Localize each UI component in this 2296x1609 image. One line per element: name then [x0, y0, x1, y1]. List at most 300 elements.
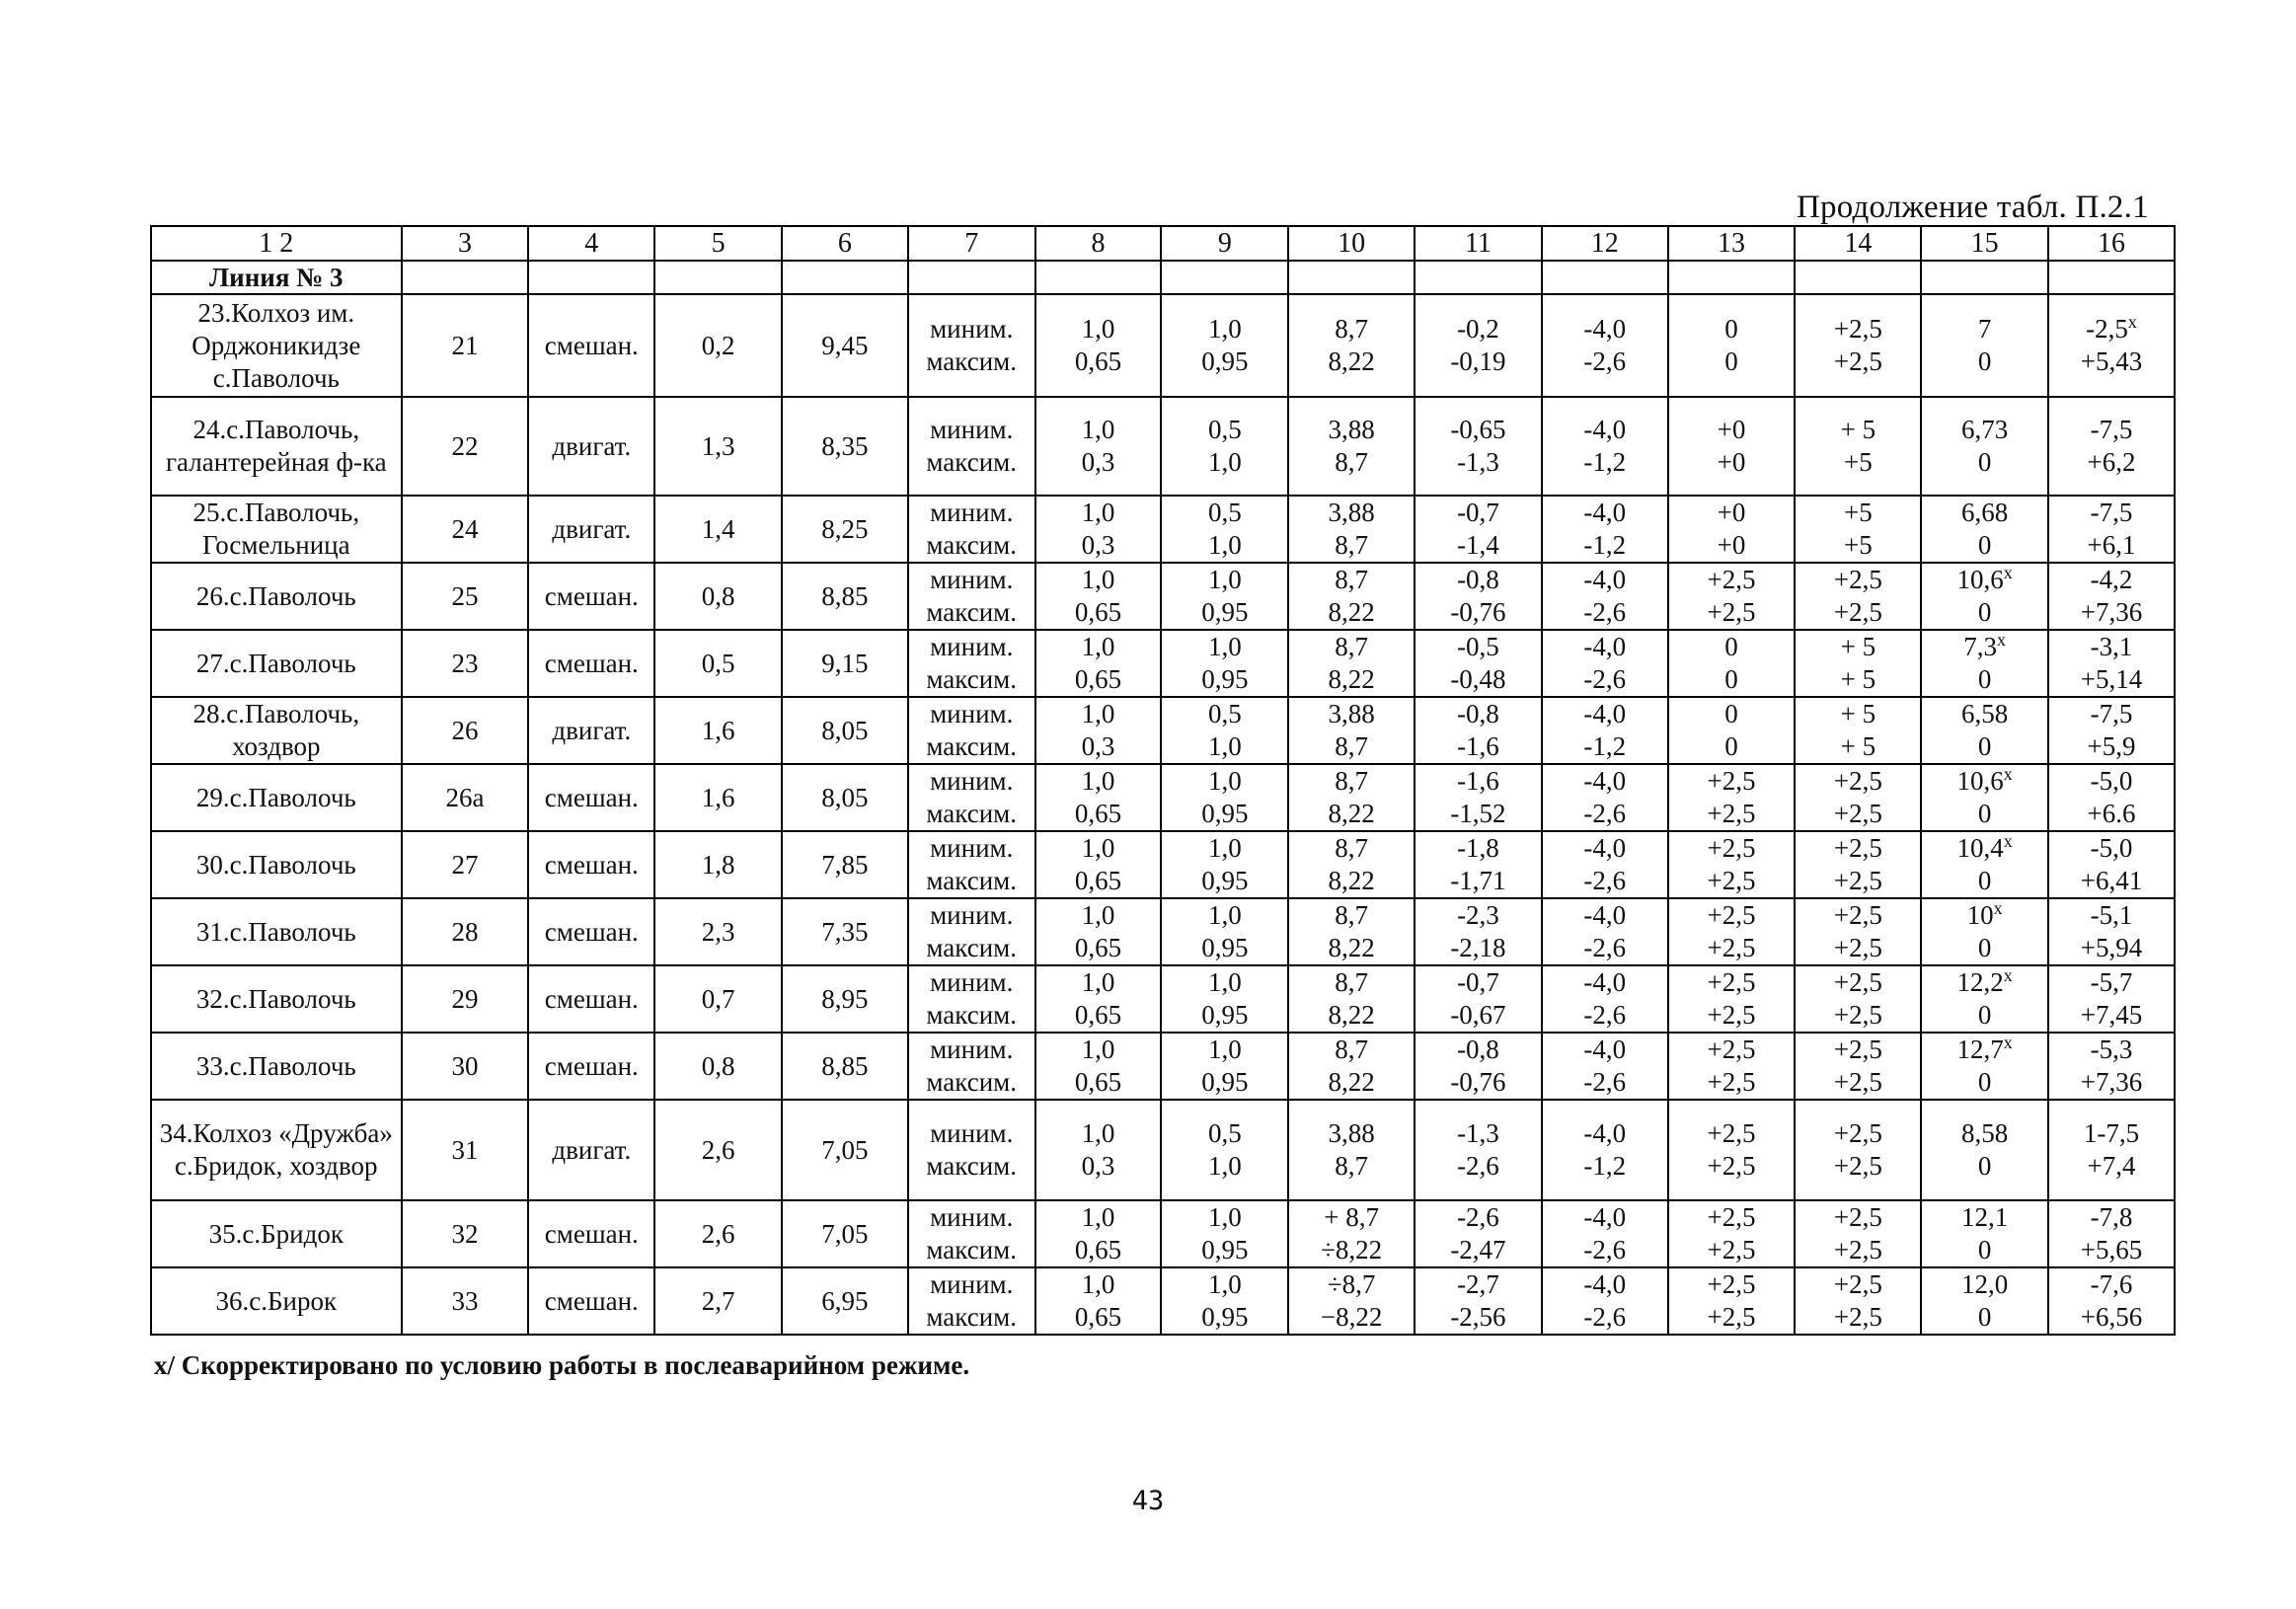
col9-cell-min-value: 1,0	[1207, 766, 1242, 796]
col11-cell-min	[1417, 1201, 1539, 1234]
col16-cell-min-value: -7,5	[2090, 699, 2133, 728]
col9-cell-min	[1164, 1201, 1285, 1234]
col3-cell: 25	[402, 563, 529, 630]
header-cell: 11	[1415, 226, 1542, 261]
col5-cell: 1,4	[654, 496, 782, 563]
col15-cell-min	[1924, 414, 2045, 446]
col8-cell-max: 0,65	[1074, 1000, 1122, 1030]
point-name: 31.с.Паволочь	[151, 898, 402, 965]
col13-cell	[1668, 831, 1796, 898]
col10-cell-min-value: 8,7	[1335, 967, 1368, 997]
empty-cell	[1161, 261, 1288, 294]
col3-cell: 27	[402, 831, 529, 898]
col15-cell-max: 0	[1977, 664, 1992, 694]
col15-cell-max: 0	[1977, 933, 1992, 962]
col6-cell: 8,85	[782, 1033, 908, 1100]
col12-cell-min-value: -4,0	[1583, 415, 1627, 444]
col3-cell: 26	[402, 697, 529, 764]
col12-cell-max: -1,2	[1583, 1151, 1627, 1181]
col10-cell-max: 8,22	[1328, 597, 1375, 627]
col16-cell-max: +6,2	[2087, 447, 2136, 477]
col8-cell-max: 0,3	[1081, 1151, 1115, 1181]
col10-cell	[1288, 496, 1415, 563]
col16-cell-min-value: -7,8	[2090, 1202, 2133, 1232]
regime-cell	[908, 1267, 1035, 1335]
load-type-cell: смешан.	[528, 1033, 654, 1100]
col9-cell-min-value: 0,5	[1207, 1118, 1242, 1148]
col3-cell: 21	[402, 294, 529, 397]
col11-cell-min-value: -0,8	[1457, 1034, 1499, 1064]
col14-cell	[1795, 697, 1921, 764]
col13-cell	[1668, 397, 1796, 496]
col12-cell-min	[1545, 1268, 1665, 1301]
col12-cell-min-value: -4,0	[1583, 498, 1627, 527]
col11-cell	[1415, 397, 1542, 496]
col15-cell	[1921, 496, 2048, 563]
col14-cell	[1795, 496, 1921, 563]
col9-cell-max: 0,95	[1201, 597, 1249, 627]
col8-cell	[1035, 1267, 1162, 1335]
col9-cell-max: 0,95	[1201, 1000, 1249, 1030]
col11-cell-min	[1417, 631, 1539, 663]
col10-cell-min	[1291, 1034, 1412, 1066]
col9-cell	[1161, 563, 1288, 630]
col14-cell-min-value: +2,5	[1833, 766, 1882, 796]
col13-cell-max: 0	[1724, 731, 1738, 761]
col15-cell-max: 0	[1977, 530, 1992, 560]
col8-cell	[1035, 1033, 1162, 1100]
col10-cell-max: 8,22	[1328, 1000, 1375, 1030]
col3-cell: 22	[402, 397, 529, 496]
regime-cell-min-value: миним.	[930, 314, 1014, 344]
regime-cell	[908, 294, 1035, 397]
col13-cell-min-value: 0	[1724, 632, 1738, 661]
col13-cell-min-value: +2,5	[1707, 1202, 1756, 1232]
col14-cell	[1795, 764, 1921, 831]
regime-cell	[908, 397, 1035, 496]
page-number: 43	[1131, 1486, 1165, 1516]
col11-cell-min	[1417, 313, 1539, 345]
col15-cell	[1921, 764, 2048, 831]
col8-cell-min-value: 1,0	[1081, 967, 1115, 997]
col9-cell	[1161, 496, 1288, 563]
correction-mark: x	[2003, 965, 2013, 985]
col8-cell-max: 0,65	[1074, 597, 1122, 627]
col13-cell-min	[1671, 765, 1793, 798]
col9-cell-max: 0,95	[1201, 346, 1249, 376]
col3-cell: 31	[402, 1100, 529, 1200]
point-name: 26.с.Паволочь	[151, 563, 402, 630]
col9-cell	[1161, 697, 1288, 764]
col6-cell: 9,45	[782, 294, 908, 397]
col14-cell-min	[1798, 313, 1918, 345]
col13-cell-min-value: +2,5	[1707, 1269, 1756, 1299]
point-name: 28.с.Паволочь, хоздвор	[151, 697, 402, 764]
correction-mark: x	[2127, 312, 2137, 332]
col13-cell-min	[1671, 631, 1793, 663]
col14-cell-max: +2,5	[1833, 799, 1882, 828]
col10-cell	[1288, 898, 1415, 965]
col14-cell-max: +2,5	[1833, 1067, 1882, 1097]
regime-cell-min	[911, 564, 1033, 596]
col16-cell-min-value: -5,3	[2090, 1034, 2133, 1064]
col6-cell: 9,15	[782, 630, 908, 697]
col14-cell-min	[1798, 832, 1918, 865]
col10-cell-min	[1291, 966, 1412, 999]
col16-cell-max: +7,4	[2087, 1151, 2136, 1181]
col9-cell-max: 1,0	[1207, 530, 1242, 560]
col10-cell-min	[1291, 497, 1412, 529]
col9-cell	[1161, 898, 1288, 965]
col15-cell-min	[1924, 564, 2045, 596]
col10-cell-max: 8,7	[1335, 530, 1368, 560]
col5-cell: 2,6	[654, 1200, 782, 1267]
col8-cell-max: 0,65	[1074, 664, 1122, 694]
col12-cell-max: -2,6	[1583, 597, 1627, 627]
col8-cell-min-value: 1,0	[1081, 900, 1115, 930]
table-row	[151, 831, 2175, 898]
header-cell: 10	[1288, 226, 1415, 261]
col15-cell-min	[1924, 1034, 2045, 1066]
col11-cell-min	[1417, 966, 1539, 999]
col14-cell-min	[1798, 698, 1918, 730]
table-row	[151, 630, 2175, 697]
header-cell: 12	[1542, 226, 1668, 261]
col14-cell-min-value: + 5	[1840, 632, 1876, 661]
regime-cell	[908, 1033, 1035, 1100]
col16-cell-min-value: -4,2	[2090, 565, 2133, 594]
col14-cell-min-value: +5	[1843, 498, 1873, 527]
table-caption: Продолжение табл. П.2.1	[1797, 190, 2149, 225]
col6-cell: 8,05	[782, 697, 908, 764]
col12-cell	[1542, 563, 1668, 630]
col5-cell: 0,8	[654, 1033, 782, 1100]
col8-cell-min-value: 1,0	[1081, 699, 1115, 728]
col5-cell: 0,7	[654, 965, 782, 1033]
col8-cell	[1035, 397, 1162, 496]
empty-cell	[1542, 261, 1668, 294]
col13-cell-max: +2,5	[1707, 866, 1756, 895]
col8-cell-max: 0,3	[1081, 731, 1115, 761]
col12-cell-min-value: -4,0	[1583, 900, 1627, 930]
col12-cell-min	[1545, 631, 1665, 663]
col15-cell	[1921, 697, 2048, 764]
col8-cell	[1035, 898, 1162, 965]
col11-cell-min	[1417, 832, 1539, 865]
col14-cell	[1795, 294, 1921, 397]
col12-cell-max: -2,6	[1583, 1067, 1627, 1097]
col15-cell-max: 0	[1977, 1151, 1992, 1181]
col8-cell-min	[1038, 698, 1159, 730]
col13-cell-min	[1671, 1117, 1793, 1150]
col13-cell-max: +2,5	[1707, 1151, 1756, 1181]
col10-cell-min	[1291, 899, 1412, 932]
line-label-row	[151, 261, 2175, 294]
col9-cell-min-value: 0,5	[1207, 415, 1242, 444]
regime-cell-max: максим.	[926, 1302, 1018, 1332]
col14-cell	[1795, 898, 1921, 965]
col10-cell-min-value: ÷8,7	[1327, 1269, 1376, 1299]
col11-cell-min	[1417, 497, 1539, 529]
empty-cell	[528, 261, 654, 294]
col13-cell-min-value: +2,5	[1707, 967, 1756, 997]
col13-cell	[1668, 294, 1796, 397]
table-row	[151, 397, 2175, 496]
col9-cell-min	[1164, 832, 1285, 865]
col13-cell-min-value: +2,5	[1707, 900, 1756, 930]
col14-cell-min-value: + 5	[1840, 699, 1876, 728]
col9-cell-max: 0,95	[1201, 866, 1249, 895]
col10-cell-min	[1291, 564, 1412, 596]
col14-cell-min-value: +2,5	[1833, 565, 1882, 594]
col12-cell-min	[1545, 966, 1665, 999]
col11-cell	[1415, 294, 1542, 397]
header-cell: 3	[402, 226, 529, 261]
col8-cell-min	[1038, 1268, 1159, 1301]
col13-cell-max: +2,5	[1707, 1235, 1756, 1264]
col9-cell-max: 0,95	[1201, 933, 1249, 962]
col15-cell-min	[1924, 1117, 2045, 1150]
col13-cell-min-value: +0	[1717, 498, 1746, 527]
col14-cell-min-value: +2,5	[1833, 1269, 1882, 1299]
col14-cell-min-value: +2,5	[1833, 314, 1882, 344]
col12-cell	[1542, 397, 1668, 496]
col16-cell-min-value: -7,5	[2090, 498, 2133, 527]
col10-cell-min-value: 8,7	[1335, 314, 1368, 344]
col13-cell-max: 0	[1724, 346, 1738, 376]
col15-cell-min	[1924, 1201, 2045, 1234]
header-cell: 5	[654, 226, 782, 261]
point-name: 23.Колхоз им. Орджоникидзе с.Паволочь	[151, 294, 402, 397]
col13-cell-min	[1671, 313, 1793, 345]
col16-cell	[2048, 1033, 2175, 1100]
col8-cell-min-value: 1,0	[1081, 766, 1115, 796]
table-row	[151, 1033, 2175, 1100]
col16-cell-min-value: -5,0	[2090, 766, 2133, 796]
col13-cell-max: +2,5	[1707, 597, 1756, 627]
col9-cell-max: 0,95	[1201, 1302, 1249, 1332]
col11-cell	[1415, 1100, 1542, 1200]
col10-cell-min-value: 3,88	[1328, 699, 1375, 728]
col11-cell-min	[1417, 414, 1539, 446]
col15-cell-min	[1924, 698, 2045, 730]
col10-cell-min-value: 3,88	[1328, 498, 1375, 527]
col8-cell-min	[1038, 497, 1159, 529]
col10-cell-max: 8,22	[1328, 664, 1375, 694]
col11-cell-max: -2,56	[1450, 1302, 1506, 1332]
regime-cell	[908, 898, 1035, 965]
col10-cell-min	[1291, 1268, 1412, 1301]
col11-cell-min-value: -0,8	[1457, 565, 1499, 594]
col12-cell	[1542, 1200, 1668, 1267]
col3-cell: 30	[402, 1033, 529, 1100]
regime-cell-min	[911, 1034, 1033, 1066]
col13-cell-min-value: 0	[1724, 699, 1738, 728]
col12-cell-max: -2,6	[1583, 799, 1627, 828]
col15-cell-min	[1924, 765, 2045, 798]
point-name: 34.Колхоз «Дружба» с.Бридок, хоздвор	[151, 1100, 402, 1200]
col10-cell-max: 8,22	[1328, 346, 1375, 376]
col15-cell	[1921, 898, 2048, 965]
col11-cell	[1415, 697, 1542, 764]
regime-cell	[908, 563, 1035, 630]
table-row	[151, 898, 2175, 965]
col11-cell-min-value: -2,6	[1457, 1202, 1499, 1232]
col16-cell-max: +6,1	[2087, 530, 2136, 560]
col10-cell-min-value: 8,7	[1335, 1034, 1368, 1064]
col10-cell-min-value: 8,7	[1335, 833, 1368, 863]
col8-cell-min-value: 1,0	[1081, 1202, 1115, 1232]
col14-cell	[1795, 630, 1921, 697]
col13-cell	[1668, 965, 1796, 1033]
col10-cell-max: 8,22	[1328, 1067, 1375, 1097]
col13-cell-min-value: +2,5	[1707, 1118, 1756, 1148]
col8-cell-min-value: 1,0	[1081, 833, 1115, 863]
col9-cell	[1161, 1200, 1288, 1267]
regime-cell-max: максим.	[926, 1151, 1018, 1181]
col9-cell-min	[1164, 497, 1285, 529]
col11-cell-min-value: -1,8	[1457, 833, 1499, 863]
col11-cell-max: -0,76	[1450, 1067, 1506, 1097]
regime-cell	[908, 831, 1035, 898]
col13-cell-min-value: +2,5	[1707, 565, 1756, 594]
col14-cell	[1795, 1200, 1921, 1267]
col16-cell-min	[2051, 564, 2172, 596]
regime-cell-min	[911, 966, 1033, 999]
col13-cell	[1668, 898, 1796, 965]
regime-cell-min	[911, 497, 1033, 529]
col16-cell-min	[2051, 497, 2172, 529]
col8-cell-min-value: 1,0	[1081, 1118, 1115, 1148]
col10-cell-min	[1291, 698, 1412, 730]
col8-cell-min	[1038, 313, 1159, 345]
col14-cell-max: +5	[1843, 530, 1873, 560]
col14-cell-min-value: +2,5	[1833, 1118, 1882, 1148]
col15-cell	[1921, 1100, 2048, 1200]
col10-cell-min	[1291, 631, 1412, 663]
col16-cell	[2048, 831, 2175, 898]
col15-cell-max: 0	[1977, 1302, 1992, 1332]
col10-cell	[1288, 294, 1415, 397]
col13-cell	[1668, 563, 1796, 630]
col12-cell-min	[1545, 899, 1665, 932]
col8-cell-min-value: 1,0	[1081, 498, 1115, 527]
col14-cell-min	[1798, 899, 1918, 932]
col16-cell	[2048, 1200, 2175, 1267]
col15-cell-min-value: 8,58	[1961, 1118, 2009, 1148]
point-name: 35.с.Бридок	[151, 1200, 402, 1267]
col10-cell-min	[1291, 765, 1412, 798]
col16-cell-max: +5,65	[2080, 1235, 2143, 1264]
col9-cell-min	[1164, 765, 1285, 798]
col16-cell	[2048, 294, 2175, 397]
col16-cell-max: +5,94	[2080, 933, 2143, 962]
regime-cell	[908, 496, 1035, 563]
col11-cell	[1415, 764, 1542, 831]
col5-cell: 1,3	[654, 397, 782, 496]
empty-cell	[782, 261, 908, 294]
col11-cell-max: -0,76	[1450, 597, 1506, 627]
regime-cell	[908, 764, 1035, 831]
col11-cell-max: -2,18	[1450, 933, 1506, 962]
col8-cell-min-value: 1,0	[1081, 415, 1115, 444]
col16-cell-min	[2051, 765, 2172, 798]
regime-cell-min-value: миним.	[930, 415, 1014, 444]
regime-cell-min	[911, 313, 1033, 345]
col14-cell-max: +2,5	[1833, 866, 1882, 895]
col16-cell	[2048, 630, 2175, 697]
col15-cell-min	[1924, 899, 2045, 932]
col16-cell-max: +6.6	[2087, 799, 2136, 828]
regime-cell-min	[911, 698, 1033, 730]
col15-cell-min-value: 10	[1966, 900, 1994, 930]
col9-cell-max: 0,95	[1201, 664, 1249, 694]
col12-cell-min-value: -4,0	[1583, 1202, 1627, 1232]
col12-cell-min	[1545, 1117, 1665, 1150]
col16-cell-min	[2051, 1268, 2172, 1301]
col8-cell-min	[1038, 414, 1159, 446]
col13-cell-min	[1671, 497, 1793, 529]
col14-cell-max: +2,5	[1833, 1000, 1882, 1030]
col16-cell-min-value: 1-7,5	[2083, 1118, 2140, 1148]
empty-cell	[1288, 261, 1415, 294]
col10-cell-min-value: 8,7	[1335, 565, 1368, 594]
header-cell: 14	[1795, 226, 1921, 261]
col9-cell	[1161, 397, 1288, 496]
col13-cell	[1668, 1100, 1796, 1200]
col16-cell-max: +6,56	[2080, 1302, 2143, 1332]
col10-cell-max: 8,7	[1335, 447, 1368, 477]
col16-cell	[2048, 697, 2175, 764]
col6-cell: 8,35	[782, 397, 908, 496]
col11-cell-max: -1,4	[1457, 530, 1499, 560]
empty-cell	[1035, 261, 1162, 294]
col3-cell: 23	[402, 630, 529, 697]
col11-cell-min	[1417, 698, 1539, 730]
col8-cell-min	[1038, 631, 1159, 663]
col15-cell-max: 0	[1977, 447, 1992, 477]
col10-cell-max: ÷8,22	[1321, 1235, 1383, 1264]
regime-cell-max: максим.	[926, 447, 1018, 477]
col14-cell	[1795, 1033, 1921, 1100]
col15-cell-min	[1924, 631, 2045, 663]
col12-cell-min	[1545, 1034, 1665, 1066]
col8-cell-min-value: 1,0	[1081, 565, 1115, 594]
load-type-cell: смешан.	[528, 630, 654, 697]
table-row	[151, 294, 2175, 397]
col15-cell-min	[1924, 497, 2045, 529]
col16-cell-min	[2051, 698, 2172, 730]
regime-cell-min-value: миним.	[930, 1118, 1014, 1148]
col12-cell-min-value: -4,0	[1583, 833, 1627, 863]
col12-cell-min-value: -4,0	[1583, 314, 1627, 344]
regime-cell-max: максим.	[926, 731, 1018, 761]
col9-cell-min	[1164, 698, 1285, 730]
col8-cell-min-value: 1,0	[1081, 1034, 1115, 1064]
col8-cell	[1035, 697, 1162, 764]
col13-cell-max: +2,5	[1707, 1302, 1756, 1332]
col15-cell-min-value: 10,6	[1956, 766, 2004, 796]
col10-cell-min	[1291, 832, 1412, 865]
col9-cell-min-value: 1,0	[1207, 1034, 1242, 1064]
col13-cell-max: +2,5	[1707, 1000, 1756, 1030]
col16-cell	[2048, 563, 2175, 630]
col15-cell-max: 0	[1977, 866, 1992, 895]
col11-cell-min	[1417, 1268, 1539, 1301]
col8-cell-min-value: 1,0	[1081, 1269, 1115, 1299]
col15-cell-min-value: 10,4	[1956, 833, 2004, 863]
col9-cell-min-value: 1,0	[1207, 314, 1242, 344]
